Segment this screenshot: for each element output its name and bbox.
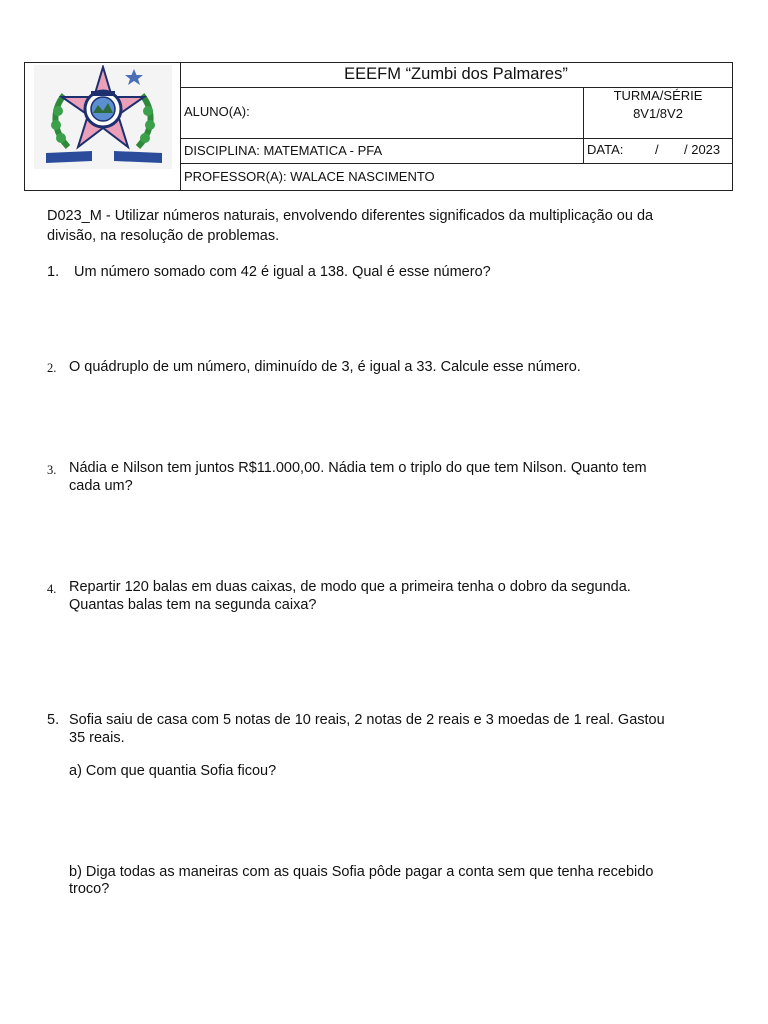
date-separator: / [655,142,659,157]
teacher-label: PROFESSOR(A): WALACE NASCIMENTO [184,169,435,184]
subject-label: DISCIPLINA: MATEMATICA - PFA [184,143,383,158]
date-year: / 2023 [684,142,721,157]
question-5-sub-a: a) Com que quantia Sofia ficou? [69,763,277,779]
question-4-line-2: Quantas balas tem na segunda caixa? [69,597,317,613]
emblem-cell [25,63,181,190]
descriptor-line-2: divisão, na resolução de problemas. [47,228,280,244]
question-5-number: 5. [47,712,60,728]
question-4-number: 4. [47,582,57,596]
question-3-line-2: cada um? [69,478,133,494]
question-1-number: 1. [47,264,60,280]
question-3-line-1: Nádia e Nilson tem juntos R$11.000,00. Nádia tem o triplo do que tem Nilson. Quanto tem [69,460,647,476]
question-4-line-1: Repartir 120 balas em duas caixas, de modo que a primeira tenha o dobro da segunda. [69,579,631,595]
date-label: DATA: [587,142,624,157]
question-5-sub-b-line-2: troco? [69,881,110,897]
subject-row [180,138,732,164]
student-label: ALUNO(A): [184,104,250,119]
school-row [180,63,732,88]
question-5-line-1: Sofia saiu de casa com 5 notas de 10 reais, 2 notas de 2 reais e 3 moedas de 1 real. Gastou [69,712,665,728]
class-value: 8V1/8V2 [633,106,683,121]
date-cell [583,138,732,163]
teacher-row [180,163,732,190]
header-table [24,62,733,191]
descriptor-line-1: D023_M - Utilizar números naturais, envolvendo diferentes significados da multiplicação ou da [47,208,654,224]
class-cell [583,87,732,138]
school-name: EEEFM “Zumbi dos Palmares” [344,65,568,83]
question-5-sub-b-line-1: b) Diga todas as maneiras com as quais Sofia pôde pagar a conta sem que tenha recebido [69,864,654,880]
student-row [180,87,732,139]
class-label: TURMA/SÉRIE [613,88,703,103]
question-3-number: 3. [47,463,57,477]
question-5-line-2: 35 reais. [69,730,125,746]
question-2-number: 2. [47,361,57,375]
question-2-text: O quádruplo de um número, diminuído de 3, é igual a 33. Calcule esse número. [69,359,581,375]
question-1-text: Um número somado com 42 é igual a 138. Qual é esse número? [74,264,491,280]
coat-of-arms-emblem [34,65,172,169]
